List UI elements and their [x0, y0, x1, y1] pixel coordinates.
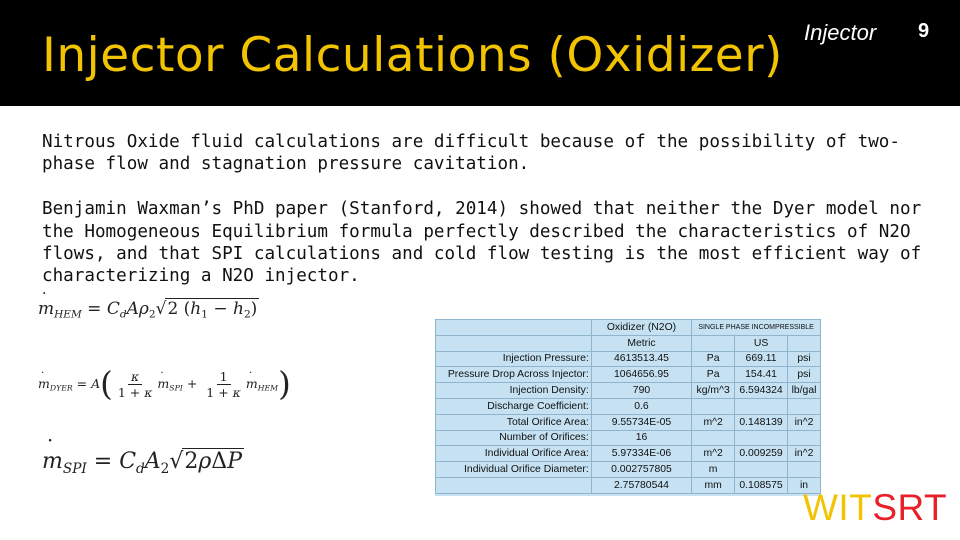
metric-unit: mm: [692, 477, 735, 493]
us-value: 669.11: [735, 351, 788, 367]
metric-unit: m^2: [692, 446, 735, 462]
metric-value: 1064656.95: [591, 367, 691, 383]
header-single-phase: SINGLE PHASE INCOMPRESSIBLE: [692, 320, 821, 336]
page-number: 9: [918, 20, 930, 42]
metric-value: 2.75780544: [591, 477, 691, 493]
table-row: [436, 462, 821, 478]
spreadsheet-table: [435, 319, 821, 494]
table-row: [436, 383, 821, 399]
us-unit: in^2: [788, 414, 821, 430]
us-value: [735, 462, 788, 478]
row-label: [436, 477, 592, 493]
table-units-row: [436, 335, 821, 351]
slide-title: Injector Calculations (Oxidizer): [42, 28, 783, 83]
us-unit: [788, 398, 821, 414]
us-value: 6.594324: [735, 383, 788, 399]
metric-unit: [692, 430, 735, 446]
metric-unit: m^2: [692, 414, 735, 430]
metric-value: 0.002757805: [591, 462, 691, 478]
header-oxidizer: Oxidizer (N2O): [591, 320, 691, 336]
us-unit: lb/gal: [788, 383, 821, 399]
row-label: Individual Orifice Diameter:: [436, 462, 592, 478]
metric-value: 4613513.45: [591, 351, 691, 367]
us-unit: psi: [788, 367, 821, 383]
header-bar: [0, 0, 960, 106]
table-row: [436, 430, 821, 446]
metric-value: 9.55734E-05: [591, 414, 691, 430]
metric-value: 790: [591, 383, 691, 399]
metric-unit: m: [692, 462, 735, 478]
us-value: 0.009259: [735, 446, 788, 462]
us-unit: in: [788, 477, 821, 493]
calculation-table: [435, 319, 821, 496]
section-label: Injector: [804, 20, 877, 45]
equation-hem: ˙ $m_{HEM} = C_dA\rho_2√2$ $(h_1 - h_2)$: [38, 298, 259, 321]
table-row: [436, 367, 821, 383]
us-unit: psi: [788, 351, 821, 367]
equation-spi: ˙ $m_{SPI} = C_dA_2√2\rho\Delta P$: [42, 448, 244, 477]
row-label: Number of Orifices:: [436, 430, 592, 446]
row-label: Injection Density:: [436, 383, 592, 399]
equation-dyer: ˙ $m_{DYER} = A$( $\frac{\kappa}{1 + \kappa}$ ˙ $m_{SPI}$ + $\frac{1}{1 + \kappa}$ ˙ $m_{HEM}$): [38, 368, 291, 401]
metric-unit: [692, 398, 735, 414]
metric-value: 16: [591, 430, 691, 446]
row-label: Individual Orifice Area:: [436, 446, 592, 462]
us-value: [735, 430, 788, 446]
us-value: [735, 398, 788, 414]
table-row: [436, 398, 821, 414]
row-label: Pressure Drop Across Injector:: [436, 367, 592, 383]
us-unit: [788, 430, 821, 446]
logo-srt: SRT: [872, 487, 948, 528]
table-row: [436, 477, 821, 493]
header-us: US: [735, 335, 788, 351]
header-metric: Metric: [591, 335, 691, 351]
table-header-row: [436, 320, 821, 336]
metric-unit: kg/m^3: [692, 383, 735, 399]
row-label: Total Orifice Area:: [436, 414, 592, 430]
table-row: [436, 414, 821, 430]
us-value: 0.108575: [735, 477, 788, 493]
logo-wit: WIT: [803, 487, 873, 528]
table-row: [436, 446, 821, 462]
metric-value: 0.6: [591, 398, 691, 414]
metric-unit: Pa: [692, 351, 735, 367]
us-unit: in^2: [788, 446, 821, 462]
row-label: Discharge Coefficient:: [436, 398, 592, 414]
us-value: 0.148139: [735, 414, 788, 430]
table-row: [436, 351, 821, 367]
paragraph-waxman: Benjamin Waxman’s PhD paper (Stanford, 2014) showed that neither the Dyer model nor the Homogeneous Equilibrium formula perfectly described the characteristics of N2O flows, and that SPI calculations and cold flow testing is the most efficient way of characterizing a N2O injector.: [42, 199, 922, 287]
row-label: Injection Pressure:: [436, 351, 592, 367]
metric-unit: Pa: [692, 367, 735, 383]
witsrt-logo: [803, 487, 947, 529]
us-value: 154.41: [735, 367, 788, 383]
us-unit: [788, 462, 821, 478]
metric-value: 5.97334E-06: [591, 446, 691, 462]
paragraph-two-phase: Nitrous Oxide fluid calculations are difficult because of the possibility of two-phase flow and stagnation pressure cavitation.: [42, 132, 900, 175]
body-text: [42, 131, 922, 310]
